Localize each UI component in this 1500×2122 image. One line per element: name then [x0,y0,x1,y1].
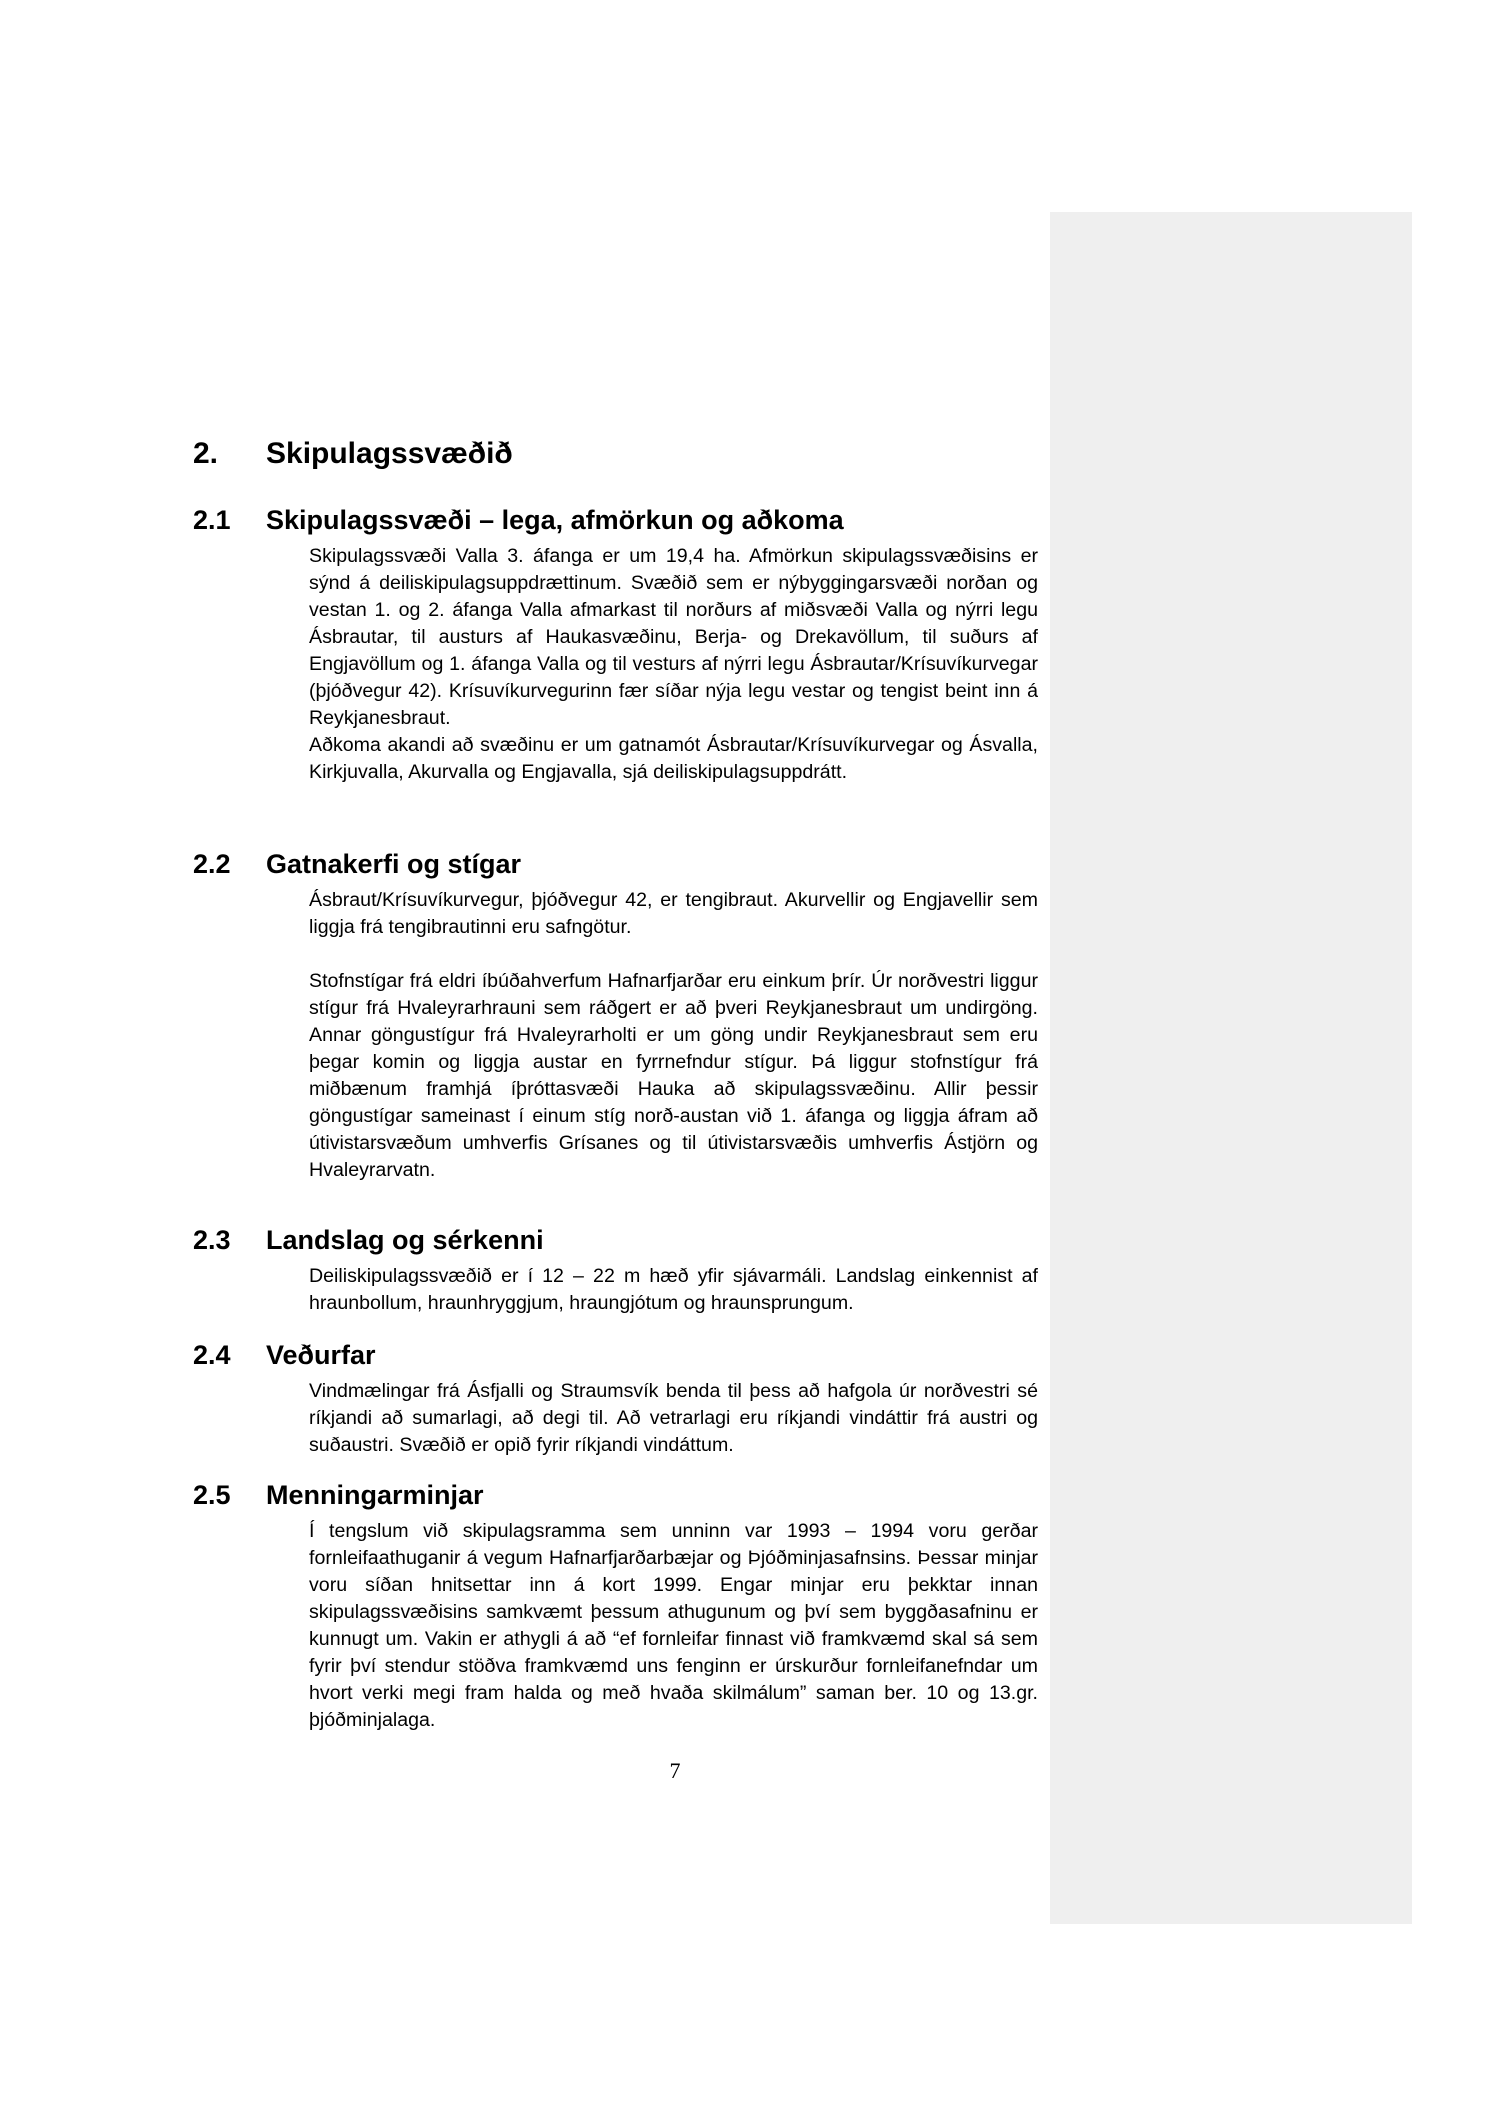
section-title: Gatnakerfi og stígar [266,849,522,879]
paragraph: Vindmælingar frá Ásfjalli og Straumsvík benda til þess að hafgola úr norðvestri sé ríkjandi að sumarlagi, að degi til. Að vetrarlagi eru ríkjandi vindáttir frá austri og suðaustri. Svæðið er opið fyrir ríkjandi vindáttum. [309,1380,1038,1456]
section-number: 2.4 [193,1340,231,1370]
section-number: 2.1 [193,505,231,535]
section-title: Skipulagssvæði – lega, afmörkun og aðkoma [266,505,844,535]
section-2-2 [193,847,1038,1184]
section-number: 2.3 [193,1225,231,1255]
section-body [309,543,1038,786]
section-body [309,1263,1038,1317]
paragraph: Deiliskipulagssvæðið er í 12 – 22 m hæð yfir sjávarmáli. Landslag einkennist af hraunbollum, hraunhryggjum, hraungjótum og hraunsprungum. [309,1265,1038,1314]
paragraph: Skipulagssvæði Valla 3. áfanga er um 19,4 ha. Afmörkun skipulagssvæðisins er sýnd á deiliskipulagsuppdrættinum. Svæðið sem er nýbyggingarsvæði norðan og vestan 1. og 2. áfanga Valla afmarkast til norðurs af miðsvæði Valla og nýrri legu Ásbrautar, til austurs af Haukasvæðinu, Berja- og Drekavöllum, til suðurs af Engjavöllum og 1. áfanga Valla og til vesturs af nýrri legu Ásbrautar/Krísuvíkurvegar (þjóðvegur 42). Krísuvíkurvegurinn fær síðar nýja legu vestar og tengist beint inn á Reykjanesbraut. [309,545,1038,729]
chapter-heading [193,437,513,471]
section-2-5 [193,1478,1038,1734]
section-number: 2.2 [193,849,231,879]
section-title: Veðurfar [266,1340,376,1370]
section-body [309,887,1038,1184]
section-body [309,1518,1038,1734]
section-title: Menningarminjar [266,1480,484,1510]
section-heading [193,1223,1038,1257]
section-2-4 [193,1338,1038,1459]
section-heading [193,847,1038,881]
paragraph: Stofnstígar frá eldri íbúðahverfum Hafnarfjarðar eru einkum þrír. Úr norðvestri liggur stígur frá Hvaleyrarhrauni sem ráðgert er að þveri Reykjanesbraut um undirgöng. Annar göngustígur frá Hvaleyrarholti er um göng undir Reykjanesbraut sem eru þegar komin og liggja austar en fyrrnefndur stígur. Þá liggur stofnstígur frá miðbænum framhjá íþróttasvæði Hauka að skipulagssvæðinu. Allir þessir göngustígar sameinast í einum stíg norð-austan við 1. áfanga og liggja áfram að útivistarsvæðum umhverfis Grísanes og til útivistarsvæðis umhverfis Ástjörn og Hvaleyrarvatn. [309,970,1038,1181]
comment-margin-pane [1050,212,1412,1924]
section-heading [193,503,1038,537]
section-heading [193,1478,1038,1512]
section-number: 2.5 [193,1480,231,1510]
paragraph: Í tengslum við skipulagsramma sem unninn var 1993 – 1994 voru gerðar fornleifaathuganir á vegum Hafnarfjarðarbæjar og Þjóðminjasafnsins. Þessar minjar voru síðan hnitsettar inn á kort 1999. Engar minjar eru þekktar innan skipulagssvæðisins samkvæmt þessum athugunum og því sem byggðasafninu er kunnugt um. Vakin er athygli á að “ef fornleifar finnast við framkvæmd skal sá sem fyrir því stendur stöðva framkvæmd uns fenginn er úrskurður fornleifanefndar um hvort verki megi fram halda og með hvaða skilmálum” saman ber. 10 og 13.gr. þjóðminjalaga. [309,1520,1038,1731]
paragraph: Aðkoma akandi að svæðinu er um gatnamót Ásbrautar/Krísuvíkurvegar og Ásvalla, Kirkjuvalla, Akurvalla og Engjavalla, sjá deiliskipulagsuppdrátt. [309,734,1038,783]
section-body [309,1378,1038,1459]
section-title: Landslag og sérkenni [266,1225,544,1255]
section-2-3 [193,1223,1038,1317]
page-number: 7 [669,1758,681,1783]
section-2-1 [193,503,1038,786]
paragraph: Ásbraut/Krísuvíkurvegur, þjóðvegur 42, er tengibraut. Akurvellir og Engjavellir sem liggja frá tengibrautinni eru safngötur. [309,889,1038,938]
chapter-title: Skipulagssvæðið [266,437,513,470]
section-heading [193,1338,1038,1372]
chapter-number: 2. [193,437,219,470]
